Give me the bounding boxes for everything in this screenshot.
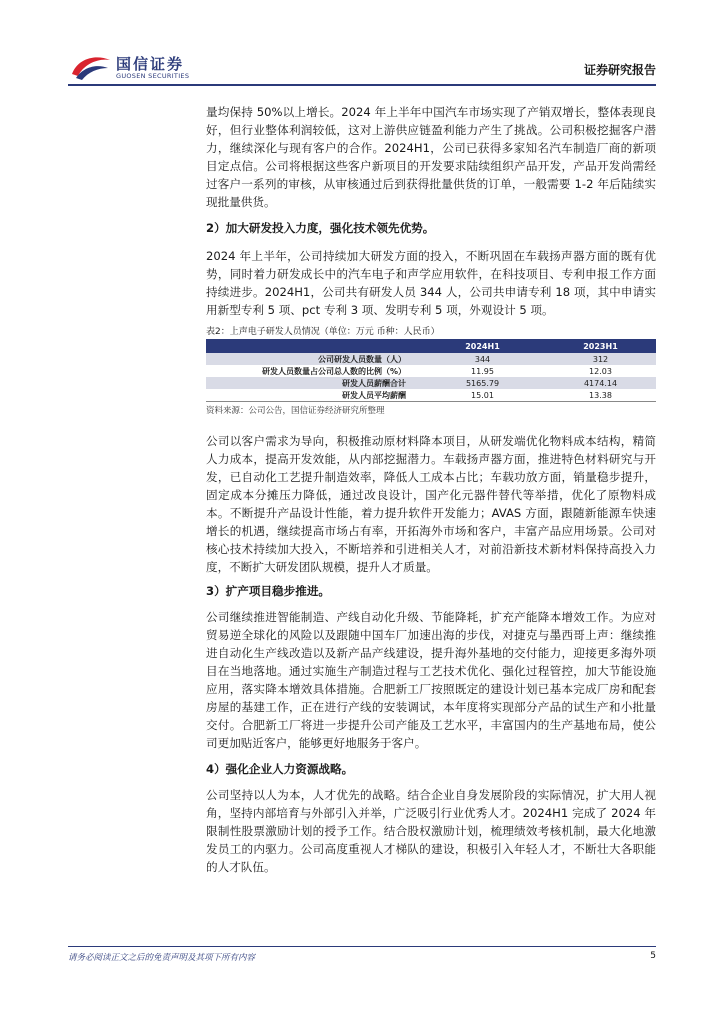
table-cell: 12.03 <box>545 365 656 377</box>
paragraph-rnd: 2024 年上半年，公司持续加大研发方面的投入，不断巩固在车载扬声器方面的既有优势，同时着力研发成长中的汽车电子和声学应用软件，在科技项目、专利申报工作方面持续进步。2024H1，公司共有研发人员 344 人，公司共申请专利 18 项，其中申请实用新型专利 5 项、pct 专利 3 项、发明专利 5 项，外观设计 5 项。 <box>206 249 656 317</box>
table-row <box>206 353 656 365</box>
table-cell: 312 <box>545 353 656 365</box>
logo-english-name: GUOSEN SECURITIES <box>116 72 190 80</box>
table-header-cell: 2023H1 <box>545 339 656 353</box>
rnd-staff-table <box>206 339 656 401</box>
paragraph-capacity: 公司继续推进智能制造、产线自动化升级、节能降耗，扩充产能降本增效工作。为应对贸易逆全球化的风险以及跟随中国车厂加速出海的步伐，对捷克与墨西哥上声：继续推进自动化生产线改造以及新产品产线建设，提升海外基地的交付能力，迎接更多海外项目在当地落地。通过实施生产制造过程与工艺技术优化、强化过程管控，加大节能设施应用，落实降本增效具体措施。合肥新工厂按照既定的建设计划已基本完成厂房和配套房屋的基建工作，正在进行产线的安装调试，本年度将实现部分产品的试生产和小批量交付。合肥新工厂将进一步提升公司产能及工艺水平，丰富国内的生产基地布局，使公司更加贴近客户，能够更好地服务于客户。 <box>206 610 656 750</box>
table-header-cell: 2024H1 <box>420 339 545 353</box>
table-header-row <box>206 339 656 353</box>
paragraph-cost-reduction: 公司以客户需求为导向，积极推动原材料降本项目，从研发端优化物料成本结构，精简人力成本，提高开发效能，从内部挖掘潜力。车载扬声器方面，推进特色材料研究与开发，已自动化工艺提升制造效率，降低人工成本占比；车载功放方面，销量稳步提升，固定成本分摊压力降低，通过改良设计，国产化元器件替代等举措，优化了原物料成本。不断提升产品设计性能，着力提升软件开发能力；AVAS 方面，跟随新能源车快速增长的机遇，继续提高市场占有率，开拓海外市场和客户，丰富产品应用场景。公司对核心技术持续加大投入，不断培养和引进相关人才，对前沿新技术新材料保持高投入力度，不断扩大研发团队规模，提升人才质量。 <box>206 434 656 574</box>
guosen-logo <box>70 50 210 86</box>
main-content <box>206 103 656 876</box>
table-cell: 4174.14 <box>545 377 656 389</box>
paragraph-hr: 公司坚持以人为本，人才优先的战略。结合企业自身发展阶段的实际情况，扩大用人视角，坚持内部培育与外部引入并举，广泛吸引行业优秀人才。2024H1 完成了 2024 年限制性股票激励计划的授予工作。结合股权激励计划，梳理绩效考核机制，最大化地激发员工的内驱力。公司高度重视人才梯队的建设，积极引入年轻人才，不断壮大各职能的人才队伍。 <box>206 788 656 874</box>
table-row-label: 公司研发人员数量（人） <box>206 353 420 365</box>
page-header <box>0 0 724 90</box>
table-cell: 13.38 <box>545 389 656 401</box>
table-row-label: 研发人员数量占公司总人数的比例（%） <box>206 365 420 377</box>
section-heading-capacity: 3）扩产项目稳步推进。 <box>206 584 331 598</box>
header-divider <box>68 84 656 86</box>
logo-chinese-name: 国信证券 <box>116 55 185 73</box>
section-heading-rnd: 2）加大研发投入力度，强化技术领先优势。 <box>206 221 435 235</box>
table-cell: 5165.79 <box>420 377 545 389</box>
section-heading-hr: 4）强化企业人力资源战略。 <box>206 762 354 776</box>
page-number: 5 <box>650 951 656 961</box>
table-row-label: 研发人员平均薪酬 <box>206 389 420 401</box>
table-row <box>206 377 656 389</box>
footer-divider <box>68 946 656 947</box>
table-header-cell <box>206 339 420 353</box>
table-bottom-rule <box>206 401 656 402</box>
table-row-label: 研发人员薪酬合计 <box>206 377 420 389</box>
table-source-note: 资料来源：公司公告，国信证券经济研究所整理 <box>206 406 385 416</box>
table-row <box>206 365 656 377</box>
report-type-label: 证券研究报告 <box>583 63 656 77</box>
rnd-staff-table-block <box>206 325 656 418</box>
guosen-logo-mark-icon <box>70 52 112 82</box>
table-cell: 344 <box>420 353 545 365</box>
table-caption: 表2：上声电子研发人员情况（单位：万元 币种：人民币） <box>206 327 440 337</box>
paragraph-customers: 量均保持 50%以上增长。2024 年上半年中国汽车市场实现了产销双增长，整体表现良好，但行业整体利润较低，这对上游供应链盈利能力产生了挑战。公司积极挖掘客户潜力，继续深化与现有客户的合作。2024H1，公司已获得多家知名汽车制造厂商的新项目定点信。公司将根据这些客户新项目的开发要求陆续组织产品开发，产品开发尚需经过客户一系列的审核，从审核通过后到获得批量供货的订单，一般需要 1-2 年后陆续实现批量供货。 <box>206 105 656 209</box>
table-row <box>206 389 656 401</box>
table-cell: 15.01 <box>420 389 545 401</box>
table-cell: 11.95 <box>420 365 545 377</box>
footer-disclaimer: 请务必阅读正文之后的免责声明及其项下所有内容 <box>68 953 256 963</box>
